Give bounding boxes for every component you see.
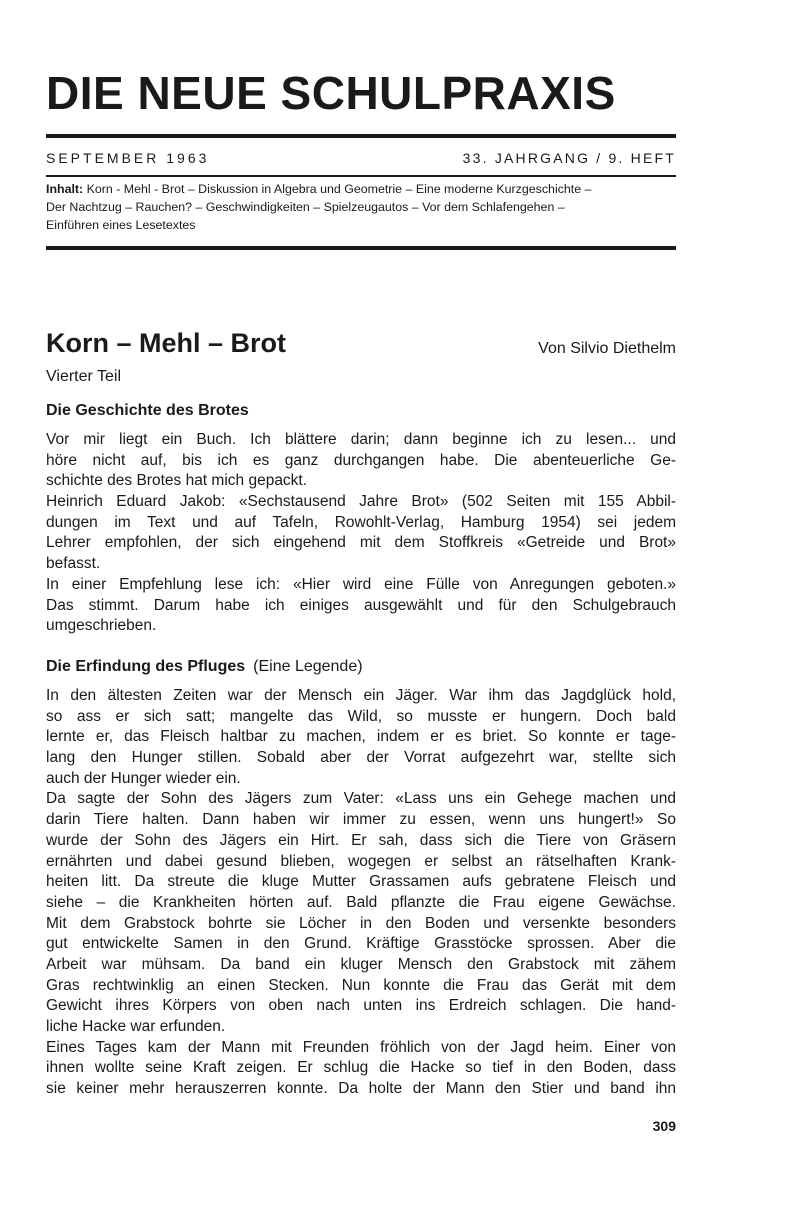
text-line: Gewicht ihres Körpers von oben nach unten ins Erdreich schlagen. Die hand- bbox=[46, 997, 676, 1015]
text-line: so ass er sich satt; mangelte das Wild, so musste er hungern. Doch bald bbox=[46, 707, 676, 725]
text-line: heiten litt. Da streute die kluge Mutter Grassamen aufs gebratene Fleisch und bbox=[46, 873, 676, 891]
masthead-title: DIE NEUE SCHULPRAXIS bbox=[46, 67, 616, 119]
issue-info bbox=[46, 150, 676, 170]
table-of-contents bbox=[46, 180, 676, 234]
article-author: Von Silvio Diethelm bbox=[538, 340, 676, 357]
text-line: schichte des Brotes hat mich gepackt. bbox=[46, 472, 308, 490]
article-title: Korn – Mehl – Brot bbox=[46, 328, 287, 358]
section-heading: Die Erfindung des Pfluges (Eine Legende) bbox=[46, 658, 363, 675]
text-line: siehe – die Krankheiten hörten auf. Bald pflanzte die Frau eigene Gewächse. bbox=[46, 893, 676, 911]
issue-date: SEPTEMBER 1963 bbox=[46, 150, 210, 166]
text-line: auch der Hunger wieder ein. bbox=[46, 769, 241, 787]
section-body bbox=[46, 430, 676, 637]
article-part: Vierter Teil bbox=[46, 368, 121, 385]
contents-top-rule bbox=[46, 175, 676, 177]
text-line: Das stimmt. Darum habe ich einiges ausgewählt und für den Schulgebrauch bbox=[46, 596, 676, 614]
text-line: Arbeit war mühsam. Da band ein kluger Mensch den Grabstock mit zähem bbox=[46, 955, 676, 973]
section-heading: Die Geschichte des Brotes bbox=[46, 402, 249, 419]
text-line: Eines Tages kam der Mann mit Freunden fröhlich von der Jagd heim. Einer von bbox=[46, 1038, 676, 1056]
text-line: umgeschrieben. bbox=[46, 617, 157, 635]
masthead-rule bbox=[46, 134, 676, 138]
text-line: dungen im Text und auf Tafeln, Rowohlt-Verlag, Hamburg 1954) sei jedem bbox=[46, 513, 676, 531]
text-line: ihnen wollte seine Kraft zeigen. Er schlug die Hacke so tief in den Boden, dass bbox=[46, 1059, 676, 1077]
text-line: sie keiner mehr herauszerren konnte. Da holte der Mann den Stier und band ihn bbox=[46, 1080, 676, 1098]
text-line: liche Hacke war erfunden. bbox=[46, 1018, 226, 1035]
text-line: lang den Hunger stillen. Sobald aber der Vorrat aufgezehrt war, stellte sich bbox=[46, 749, 676, 767]
contents-line: Einführen eines Lesetextes bbox=[46, 218, 196, 232]
section-subheading: (Eine Legende) bbox=[253, 658, 363, 675]
text-line: höre nicht auf, bis ich es ganz durchgangen habe. Die abenteuerliche Ge- bbox=[46, 451, 676, 469]
page-number: 309 bbox=[652, 1118, 676, 1134]
text-line: gut entwickelte Samen in den Grund. Kräftige Grasstöcke sprossen. Aber die bbox=[46, 935, 676, 953]
text-line: lernte er, das Fleisch haltbar zu machen, indem er es briet. So konnte er tage- bbox=[46, 728, 676, 746]
text-line: Heinrich Eduard Jakob: «Sechstausend Jahre Brot» (502 Seiten mit 155 Abbil- bbox=[46, 493, 676, 511]
text-line: Lehrer empfohlen, der sich eingehend mit dem Stoffkreis «Getreide und Brot» bbox=[46, 534, 676, 552]
text-line: wurde der Sohn des Jägers ein Hirt. Er sah, dass sich die Tiere von Gräsern bbox=[46, 831, 676, 849]
contents-label: Inhalt: bbox=[46, 182, 84, 196]
text-line: In einer Empfehlung lese ich: «Hier wird eine Fülle von Anregungen geboten.» bbox=[46, 575, 676, 593]
text-line: In den ältesten Zeiten war der Mensch ein Jäger. War ihm das Jagdglück hold, bbox=[46, 687, 676, 704]
text-line: Vor mir liegt ein Buch. Ich blättere darin; dann beginne ich zu lesen... und bbox=[46, 431, 676, 448]
contents-bottom-rule bbox=[46, 246, 676, 250]
text-line: Mit dem Grabstock bohrte sie Löcher in den Boden und versenkte besonders bbox=[46, 914, 676, 932]
section-body bbox=[46, 686, 676, 1100]
contents-line: Inhalt: Korn - Mehl - Brot – Diskussion in Algebra und Geometrie – Eine moderne Kurzgeschichte – bbox=[46, 182, 592, 196]
text-line: ernährten und dabei gesund blieben, wogegen er selbst an rätselhaften Krank- bbox=[46, 852, 676, 870]
issue-volume: 33. JAHRGANG / 9. HEFT bbox=[462, 150, 676, 166]
contents-line: Der Nachtzug – Rauchen? – Geschwindigkeiten – Spielzeugautos – Vor dem Schlafengehen – bbox=[46, 200, 565, 214]
text-line: darin Tiere halten. Dann haben wir immer zu essen, wenn uns hungert!» So bbox=[46, 811, 676, 829]
text-line: befasst. bbox=[46, 555, 101, 573]
text-line: Gras rechtwinklig an einen Stecken. Nun konnte die Frau das Gerät mit dem bbox=[46, 976, 676, 994]
text-line: Da sagte der Sohn des Jägers zum Vater: «Lass uns ein Gehege machen und bbox=[46, 790, 676, 808]
